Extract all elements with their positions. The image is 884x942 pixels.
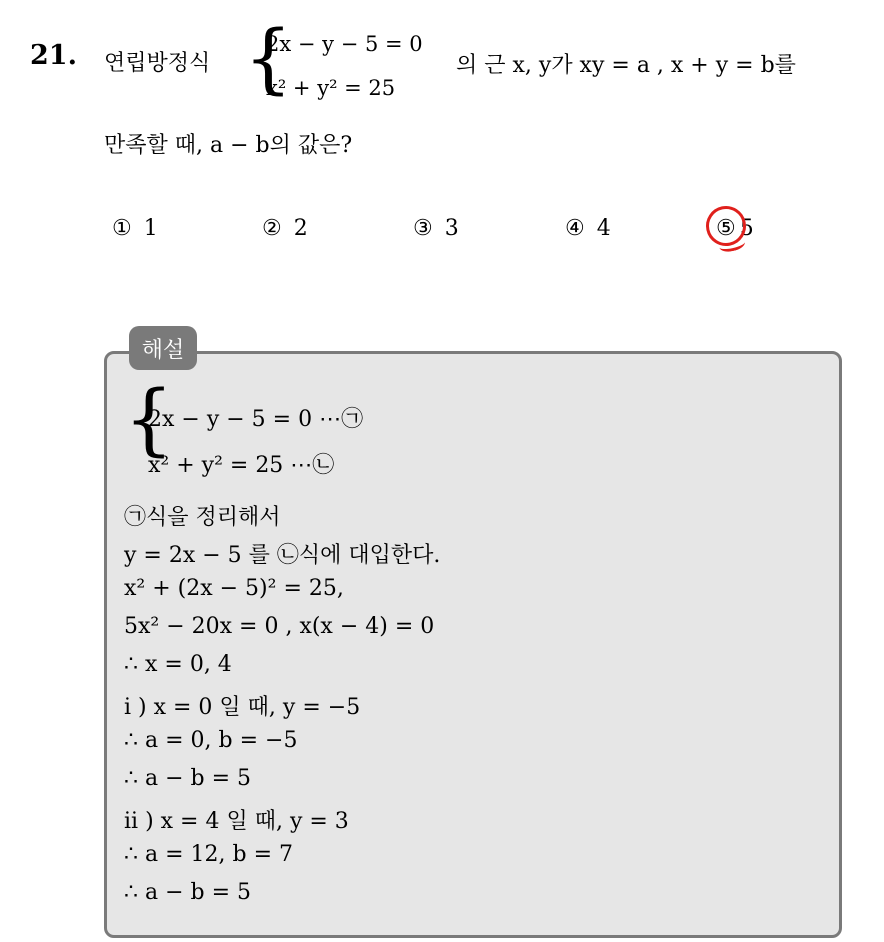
solution-line: y = 2x − 5 를 ㉡식에 대입한다. xyxy=(124,543,441,568)
question-lead: 연립방정식 xyxy=(104,51,211,76)
solution-line: ㉠식을 정리해서 xyxy=(124,505,281,530)
system-brace: { xyxy=(244,13,293,102)
choice-mark: ④ xyxy=(565,216,585,241)
solution-line: ∴ x = 0, 4 xyxy=(124,652,232,677)
solution-line: ∴ a = 0, b = −5 xyxy=(124,728,298,753)
answer-choices xyxy=(0,216,884,248)
solution-tag: 해설 xyxy=(129,326,197,370)
question-number: 21. xyxy=(30,40,77,71)
choice-2[interactable] xyxy=(262,216,308,241)
question-line-2: 만족할 때, a − b의 값은? xyxy=(104,133,353,158)
system-eq-1: 2x − y − 5 = 0 xyxy=(266,32,423,56)
choice-value: 1 xyxy=(143,216,158,241)
system-eq-2: x² + y² = 25 xyxy=(266,76,396,100)
solution-line: x² + (2x − 5)² = 25, xyxy=(124,576,344,601)
choice-1[interactable] xyxy=(112,216,158,241)
solution-line: i ) x = 0 일 때, y = −5 xyxy=(124,695,361,720)
question-tail: 의 근 x, y가 xy = a , x + y = b를 xyxy=(456,53,796,78)
choice-mark: ⑤ xyxy=(716,216,736,241)
choice-4[interactable] xyxy=(565,216,611,241)
choice-mark: ② xyxy=(262,216,282,241)
choice-value: 5 xyxy=(739,216,754,241)
choice-mark: ③ xyxy=(413,216,433,241)
choice-3[interactable] xyxy=(413,216,459,241)
solution-system-eq-2: x² + y² = 25 ⋯㉡ xyxy=(148,453,335,478)
solution-line: ∴ a = 12, b = 7 xyxy=(124,842,294,867)
solution-line: ∴ a − b = 5 xyxy=(124,766,252,791)
choice-mark: ① xyxy=(112,216,132,241)
choice-value: 3 xyxy=(444,216,459,241)
solution-system-eq-1: 2x − y − 5 = 0 ⋯㉠ xyxy=(148,407,364,432)
solution-line: ∴ a − b = 5 xyxy=(124,880,252,905)
solution-system-brace: { xyxy=(124,375,174,465)
choice-value: 4 xyxy=(596,216,611,241)
solution-line: 5x² − 20x = 0 , x(x − 4) = 0 xyxy=(124,614,435,639)
solution-line: ii ) x = 4 일 때, y = 3 xyxy=(124,809,349,834)
choice-value: 2 xyxy=(293,216,308,241)
